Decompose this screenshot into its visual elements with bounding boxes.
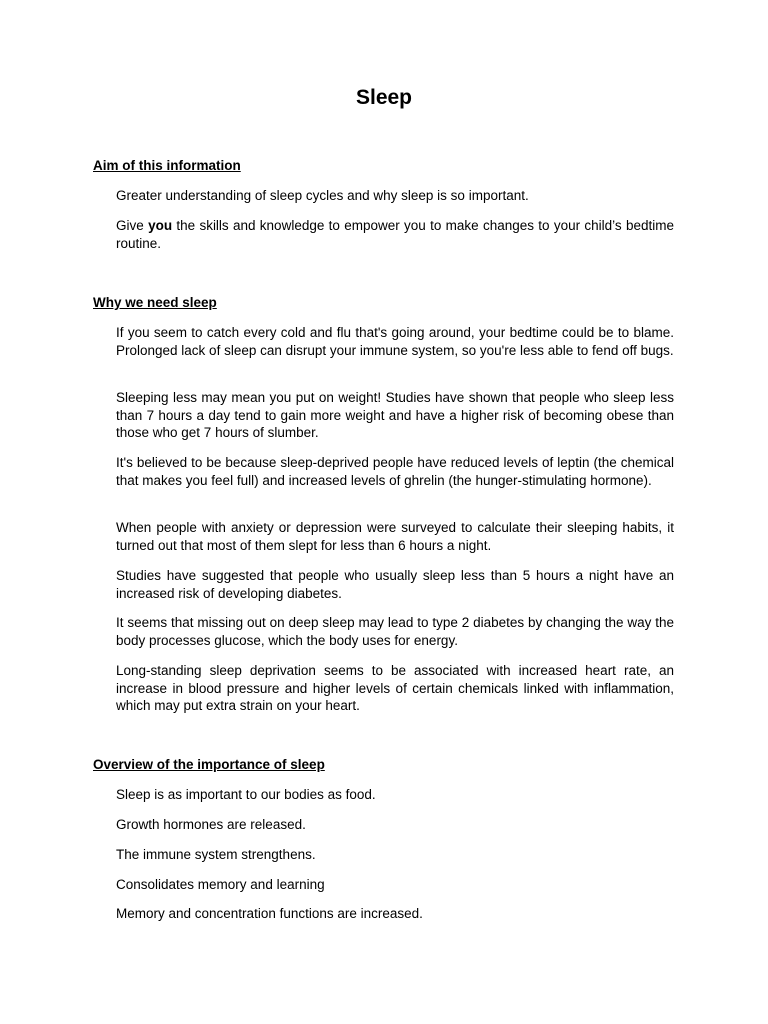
section-heading-overview: Overview of the importance of sleep [93,757,325,772]
paragraph: Studies have suggested that people who usually sleep less than 5 hours a night have an increased risk of developing diabetes. [116,568,674,601]
paragraph: If you seem to catch every cold and flu that's going around, your bedtime could be to blame. Prolonged lack of sleep can disrupt your immune system, so you're less able to fend off bugs. [116,325,674,358]
section-heading-aim: Aim of this information [93,158,241,173]
section-heading-why: Why we need sleep [93,295,217,310]
paragraph: When people with anxiety or depression were surveyed to calculate their sleeping habits, it turned out that most of them slept for less than 6 hours a night. [116,520,674,553]
paragraph: Long-standing sleep deprivation seems to be associated with increased heart rate, an increase in blood pressure and higher levels of certain chemicals linked with inflammation, which may put extra strain on your heart. [116,663,674,713]
list-item: Growth hormones are released. [116,817,306,832]
list-item: The immune system strengthens. [116,847,316,862]
list-item: Memory and concentration functions are increased. [116,906,423,921]
paragraph-text: Give [116,218,149,233]
paragraph: It seems that missing out on deep sleep may lead to type 2 diabetes by changing the way the body processes glucose, which the body uses for energy. [116,615,674,648]
paragraph-text: the skills and knowledge to empower you to make changes to your child’s bedtime routine. [116,218,674,251]
paragraph: Sleeping less may mean you put on weight! Studies have shown that people who sleep less than 7 hours a day tend to gain more weight and have a higher risk of becoming obese than those who get 7 hours of slumber. [116,390,674,440]
list-item: Sleep is as important to our bodies as food. [116,787,376,802]
paragraph: It's believed to be because sleep-deprived people have reduced levels of leptin (the chemical that makes you feel full) and increased levels of ghrelin (the hunger-stimulating hormone). [116,455,674,488]
list-item: Consolidates memory and learning [116,877,325,892]
emphasis-text: you [148,218,173,233]
paragraph: Greater understanding of sleep cycles and why sleep is so important. [116,188,529,203]
paragraph [116,217,674,252]
page-title: Sleep [355,86,413,109]
